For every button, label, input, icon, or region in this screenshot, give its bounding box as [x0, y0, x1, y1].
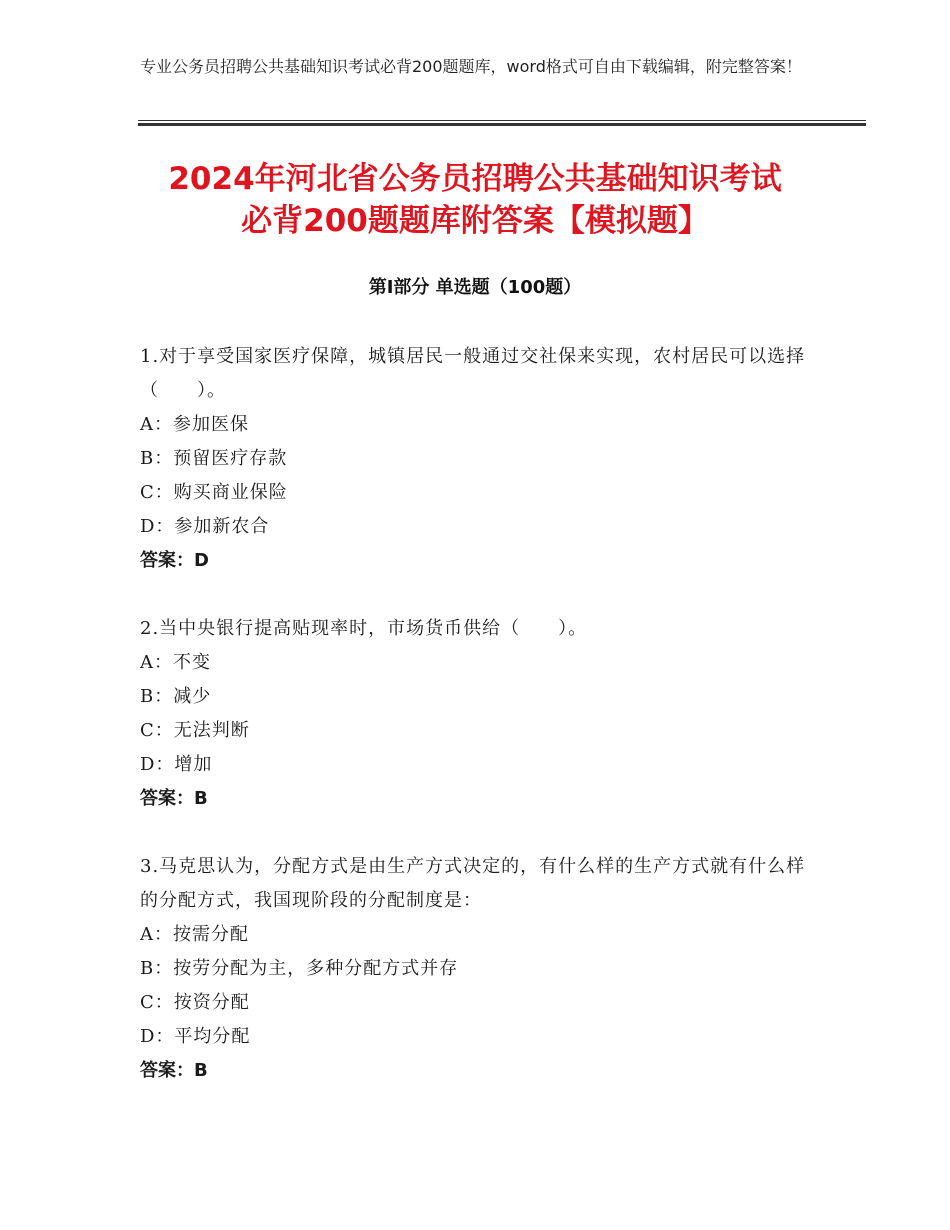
question-option-c: C：按资分配: [140, 992, 250, 1013]
question-list: [140, 340, 810, 1088]
question-option-c: C：无法判断: [140, 720, 250, 741]
question-option-b: B：按劳分配为主，多种分配方式并存: [140, 958, 459, 979]
question-option-a: A：不变: [140, 652, 211, 673]
question-answer: 答案：B: [140, 788, 208, 809]
question-answer: 答案：B: [140, 1060, 208, 1081]
question-1: [140, 340, 810, 578]
question-2: [140, 612, 810, 816]
question-option-b: B：预留医疗存款: [140, 448, 288, 469]
document-title-line-2: 必背200题题库附答案【模拟题】: [241, 203, 709, 239]
question-option-b: B：减少: [140, 686, 212, 707]
question-option-d: D：平均分配: [140, 1026, 251, 1047]
header-divider-thin: [138, 120, 866, 121]
question-stem: 1.对于享受国家医疗保障，城镇居民一般通过交社保来实现，农村居民可以选择（ ）。: [140, 346, 806, 401]
question-option-d: D：参加新农合: [140, 516, 270, 537]
question-option-c: C：购买商业保险: [140, 482, 288, 503]
question-spacer: [140, 578, 810, 612]
question-stem: 3.马克思认为，分配方式是由生产方式决定的，有什么样的生产方式就有什么样的分配方式，我国现阶段的分配制度是：: [140, 856, 806, 911]
question-answer: 答案：D: [140, 550, 209, 571]
header-divider-thick: [138, 123, 866, 126]
document-title-line-1: 2024年河北省公务员招聘公共基础知识考试: [168, 161, 782, 197]
question-3: [140, 850, 810, 1088]
document-title: [100, 158, 850, 242]
page-header-note: 专业公务员招聘公共基础知识考试必背200题题库，word格式可自由下载编辑，附完整答案！: [140, 57, 802, 76]
question-option-d: D：增加: [140, 754, 213, 775]
question-option-a: A：按需分配: [140, 924, 249, 945]
question-spacer: [140, 816, 810, 850]
section-heading: 第Ⅰ部分 单选题（100题）: [368, 277, 582, 298]
question-option-a: A：参加医保: [140, 414, 249, 435]
header-divider: [138, 120, 866, 126]
question-stem: 2.当中央银行提高贴现率时，市场货币供给（ ）。: [140, 618, 588, 639]
